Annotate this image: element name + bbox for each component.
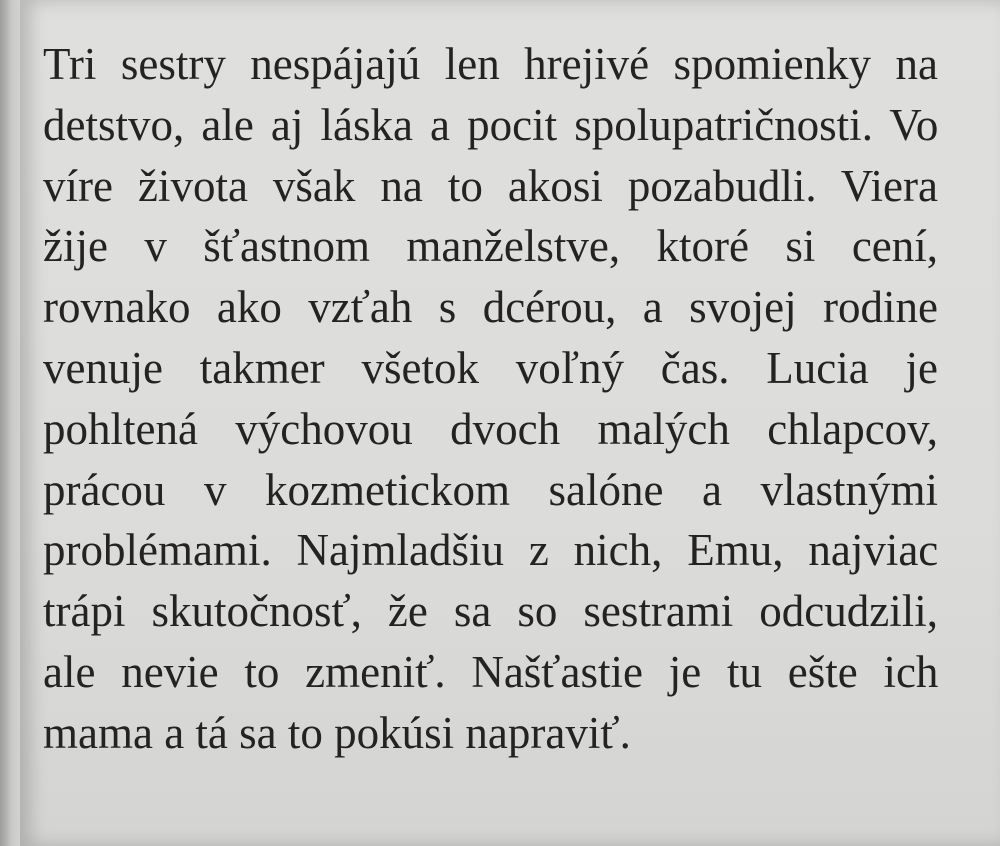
book-page — [20, 0, 1000, 846]
text-line-11: ale nevie to zmeniť. Našťastie je tu ešte ich — [43, 646, 939, 697]
text-line-5: rovnako ako vzťah s dcérou, a svojej rodine — [43, 282, 938, 333]
text-line-10: trápi skutočnosť, že sa so sestrami odcudzili, — [43, 586, 938, 637]
text-line-2: detstvo, ale aj láska a pocit spolupatričnosti. Vo — [43, 99, 939, 150]
text-line-9: problémami. Najmladšiu z nich, Emu, najviac — [43, 525, 939, 576]
text-line-6: venuje takmer všetok voľný čas. Lucia je — [43, 342, 938, 393]
text-line-1: Tri sestry nespájajú len hrejivé spomienky na — [43, 39, 938, 89]
text-line-8: prácou v kozmetickom salóne a vlastnými — [43, 464, 938, 515]
paragraph — [43, 34, 938, 764]
text-line-4: žije v šťastnom manželstve, ktoré si cení, — [43, 221, 939, 272]
text-line-3: víre života však na to akosi pozabudli. Viera — [43, 160, 938, 211]
text-line-12: mama a tá sa to pokúsi napraviť. — [43, 707, 631, 758]
text-line-7: pohltená výchovou dvoch malých chlapcov, — [43, 403, 938, 454]
